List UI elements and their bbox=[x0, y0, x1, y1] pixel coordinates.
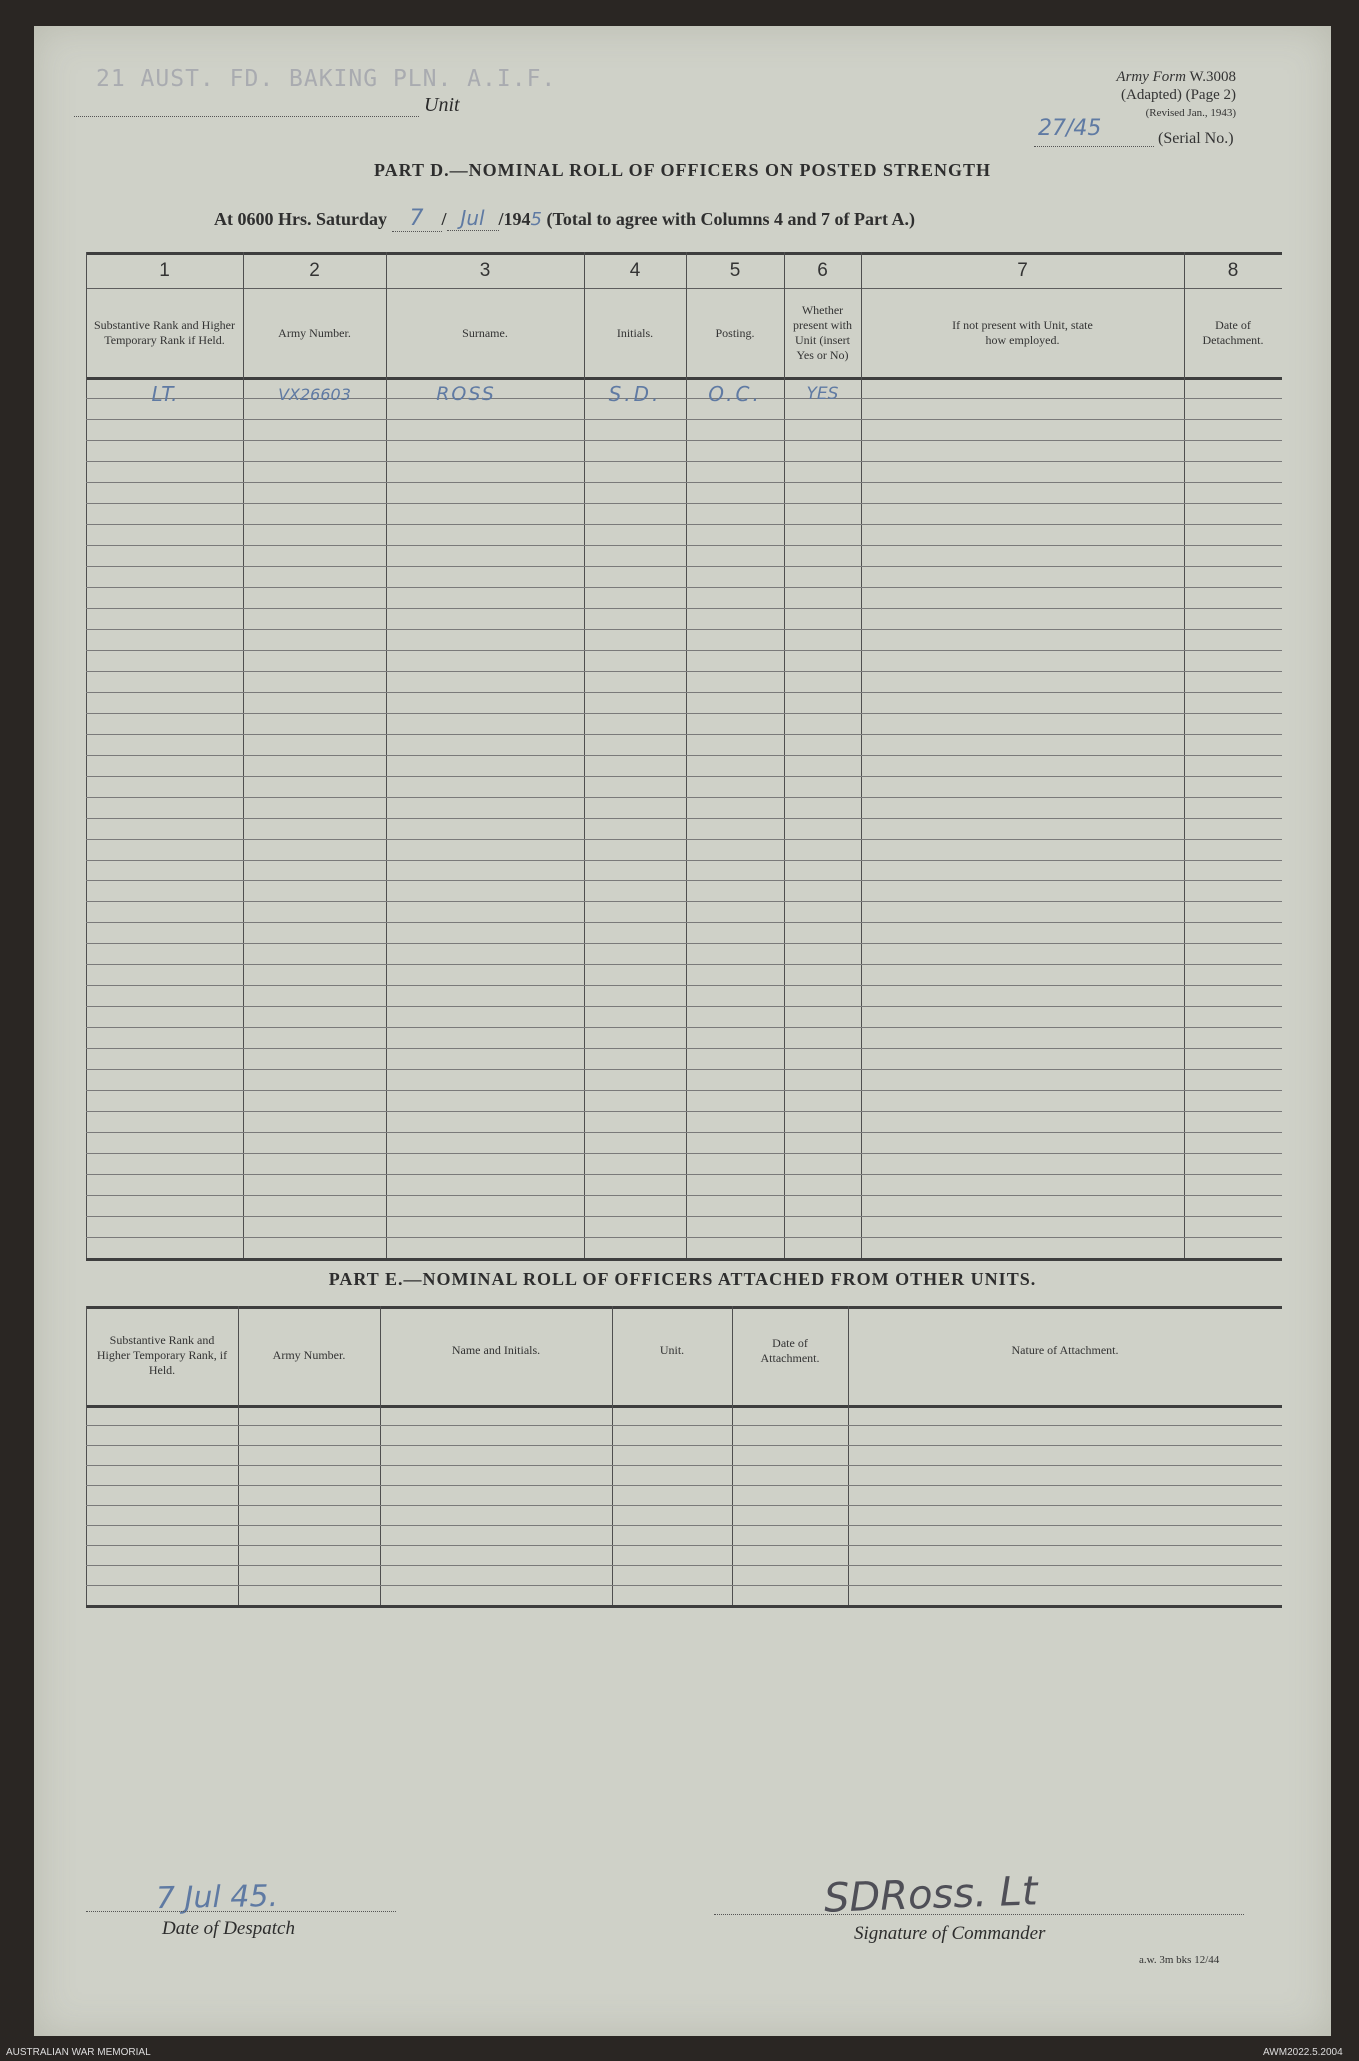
table-row-rule bbox=[86, 1505, 1282, 1506]
table-row-rule bbox=[86, 1132, 1282, 1133]
table-row-rule bbox=[86, 629, 1282, 630]
column-header-present: Whether present with Unit (insert Yes or No) bbox=[793, 303, 852, 362]
table-row-rule bbox=[86, 1216, 1282, 1217]
table-row-rule bbox=[86, 1525, 1282, 1526]
table-number-rule bbox=[86, 288, 1282, 289]
table-row-rule bbox=[86, 1069, 1282, 1070]
column-header-surname: Surname. bbox=[462, 325, 508, 340]
part-e-table bbox=[86, 1306, 1282, 1608]
despatch-label: Date of Despatch bbox=[162, 1918, 295, 1939]
table-row-rule bbox=[86, 671, 1282, 672]
row1-army-number: VX26603 bbox=[278, 385, 351, 404]
table-row-rule bbox=[86, 482, 1282, 483]
column-header-initials: Initials. bbox=[616, 325, 654, 340]
table-row-rule bbox=[86, 964, 1282, 965]
table-row-rule bbox=[86, 1585, 1282, 1586]
table-row-rule bbox=[86, 985, 1282, 986]
column-header-employment: If not present with Unit, state how employed. bbox=[952, 318, 1093, 347]
table-row-rule bbox=[86, 1174, 1282, 1175]
form-adapted: (Adapted) (Page 2) bbox=[1121, 87, 1236, 103]
table-row-rule bbox=[86, 818, 1282, 819]
table-row-rule bbox=[86, 1006, 1282, 1007]
form-reference bbox=[976, 68, 1236, 122]
table-row-rule bbox=[86, 860, 1282, 861]
row1-initials: S.D. bbox=[608, 382, 662, 406]
column-number: 4 bbox=[629, 260, 641, 281]
table-row-rule bbox=[86, 1090, 1282, 1091]
column-header-rank: Substantive Rank and Higher Temporary Rank, if Held. bbox=[96, 1333, 228, 1377]
table-row-rule bbox=[86, 440, 1282, 441]
despatch-underline bbox=[86, 1911, 396, 1912]
serial-number-handwritten: 27/45 bbox=[1038, 116, 1102, 141]
table-row-rule bbox=[86, 713, 1282, 714]
table-row-rule bbox=[86, 524, 1282, 525]
table-row-rule bbox=[86, 1027, 1282, 1028]
table-row-rule bbox=[86, 943, 1282, 944]
table-row-rule bbox=[86, 692, 1282, 693]
date-prefix: At 0600 Hrs. Saturday bbox=[214, 209, 388, 229]
serial-underline bbox=[1034, 146, 1154, 147]
commander-signature: SDRoss. Lt bbox=[823, 1868, 1039, 1922]
part-d-date-line: At 0600 Hrs. Saturday 7 / Jul /1945 (Total to agree with Columns 4 and 7 of Part A.) bbox=[214, 206, 915, 231]
table-row-rule bbox=[86, 755, 1282, 756]
form-name: Army Form bbox=[1116, 69, 1186, 85]
column-number: 5 bbox=[729, 260, 741, 281]
date-year-suffix: 5 bbox=[530, 209, 542, 230]
table-row-rule bbox=[86, 776, 1282, 777]
table-row-rule bbox=[86, 650, 1282, 651]
table-row-rule bbox=[86, 1111, 1282, 1112]
unit-underline bbox=[74, 116, 419, 117]
table-row-rule bbox=[86, 1153, 1282, 1154]
print-code: a.w. 3m bks 12/44 bbox=[1139, 1954, 1220, 1966]
table-row-rule bbox=[86, 1195, 1282, 1196]
unit-label: Unit bbox=[424, 94, 460, 116]
table-bottom-rule bbox=[86, 1258, 1282, 1261]
row1-present: YES bbox=[806, 384, 839, 404]
table-row-rule bbox=[86, 461, 1282, 462]
form-code: W.3008 bbox=[1189, 69, 1236, 85]
table-row-rule bbox=[86, 419, 1282, 420]
column-header-rank: Substantive Rank and Higher Temporary Rank if Held. bbox=[94, 318, 235, 347]
table-row-rule bbox=[86, 797, 1282, 798]
table-row-rule bbox=[86, 1048, 1282, 1049]
signature-underline bbox=[714, 1914, 1244, 1915]
column-number: 2 bbox=[309, 260, 320, 281]
despatch-date-handwritten: 7 Jul 45. bbox=[155, 1878, 279, 1917]
table-bottom-rule bbox=[86, 1605, 1282, 1608]
part-e-title: PART E.—NOMINAL ROLL OF OFFICERS ATTACHED FROM OTHER UNITS. bbox=[328, 1269, 1037, 1289]
table-row-rule bbox=[86, 922, 1282, 923]
row1-surname: ROSS bbox=[436, 383, 496, 405]
column-number: 8 bbox=[1227, 260, 1239, 281]
table-row-rule bbox=[86, 1237, 1282, 1238]
column-header-unit: Unit. bbox=[659, 1343, 685, 1357]
table-header-rule bbox=[86, 377, 1282, 380]
table-row-rule bbox=[86, 734, 1282, 735]
date-year-prefix: 194 bbox=[503, 209, 531, 229]
table-row-rule bbox=[86, 1465, 1282, 1466]
form-page bbox=[34, 26, 1331, 2036]
column-header-detachment-date: Date of Detachment. bbox=[1202, 318, 1264, 347]
table-row-rule bbox=[86, 545, 1282, 546]
signature-label: Signature of Commander bbox=[854, 1923, 1046, 1944]
column-header-attachment-date: Date of Attachment. bbox=[760, 1335, 820, 1365]
column-header-army-number: Army Number. bbox=[272, 1348, 346, 1362]
row1-posting: O.C. bbox=[708, 382, 762, 406]
table-top-rule bbox=[86, 252, 1282, 255]
table-row-rule bbox=[86, 839, 1282, 840]
table-row-rule bbox=[86, 1565, 1282, 1566]
column-number: 6 bbox=[817, 260, 828, 281]
table-header-rule bbox=[86, 1405, 1282, 1408]
table-row-rule bbox=[86, 1445, 1282, 1446]
table-row-rule bbox=[86, 566, 1282, 567]
table-row-rule bbox=[86, 1425, 1282, 1426]
column-header-posting: Posting. bbox=[715, 325, 755, 340]
column-header-army-number: Army Number. bbox=[278, 325, 351, 340]
part-d-table bbox=[86, 252, 1282, 1260]
date-day: 7 bbox=[392, 206, 442, 232]
column-number: 1 bbox=[159, 260, 170, 281]
column-number: 7 bbox=[1017, 260, 1028, 281]
unit-stamp: 21 AUST. FD. BAKING PLN. A.I.F. bbox=[96, 66, 557, 92]
table-row-rule bbox=[86, 608, 1282, 609]
table-row-rule bbox=[86, 1485, 1282, 1486]
part-d-title: PART D.—NOMINAL ROLL OF OFFICERS ON POSTED STRENGTH bbox=[373, 160, 992, 180]
date-month: Jul bbox=[447, 206, 499, 231]
date-suffix: (Total to agree with Columns 4 and 7 of Part A.) bbox=[546, 209, 915, 229]
serial-label: (Serial No.) bbox=[1158, 130, 1234, 147]
column-header-nature: Nature of Attachment. bbox=[1011, 1343, 1119, 1357]
table-row-rule bbox=[86, 901, 1282, 902]
archive-caption: AUSTRALIAN WAR MEMORIAL bbox=[6, 2047, 151, 2058]
table-row-rule bbox=[86, 503, 1282, 504]
table-row-rule bbox=[86, 1545, 1282, 1546]
archive-reference: AWM2022.5.2004 bbox=[1263, 2047, 1343, 2058]
column-number: 3 bbox=[479, 260, 491, 281]
row1-rank: LT. bbox=[151, 382, 178, 406]
column-divider bbox=[732, 1306, 733, 1605]
column-divider bbox=[86, 1306, 87, 1605]
column-divider bbox=[238, 1306, 239, 1605]
column-header-name: Name and Initials. bbox=[451, 1343, 541, 1357]
table-row-rule bbox=[86, 880, 1282, 881]
form-revised: (Revised Jan., 1943) bbox=[1145, 107, 1236, 119]
table-row-rule bbox=[86, 587, 1282, 588]
